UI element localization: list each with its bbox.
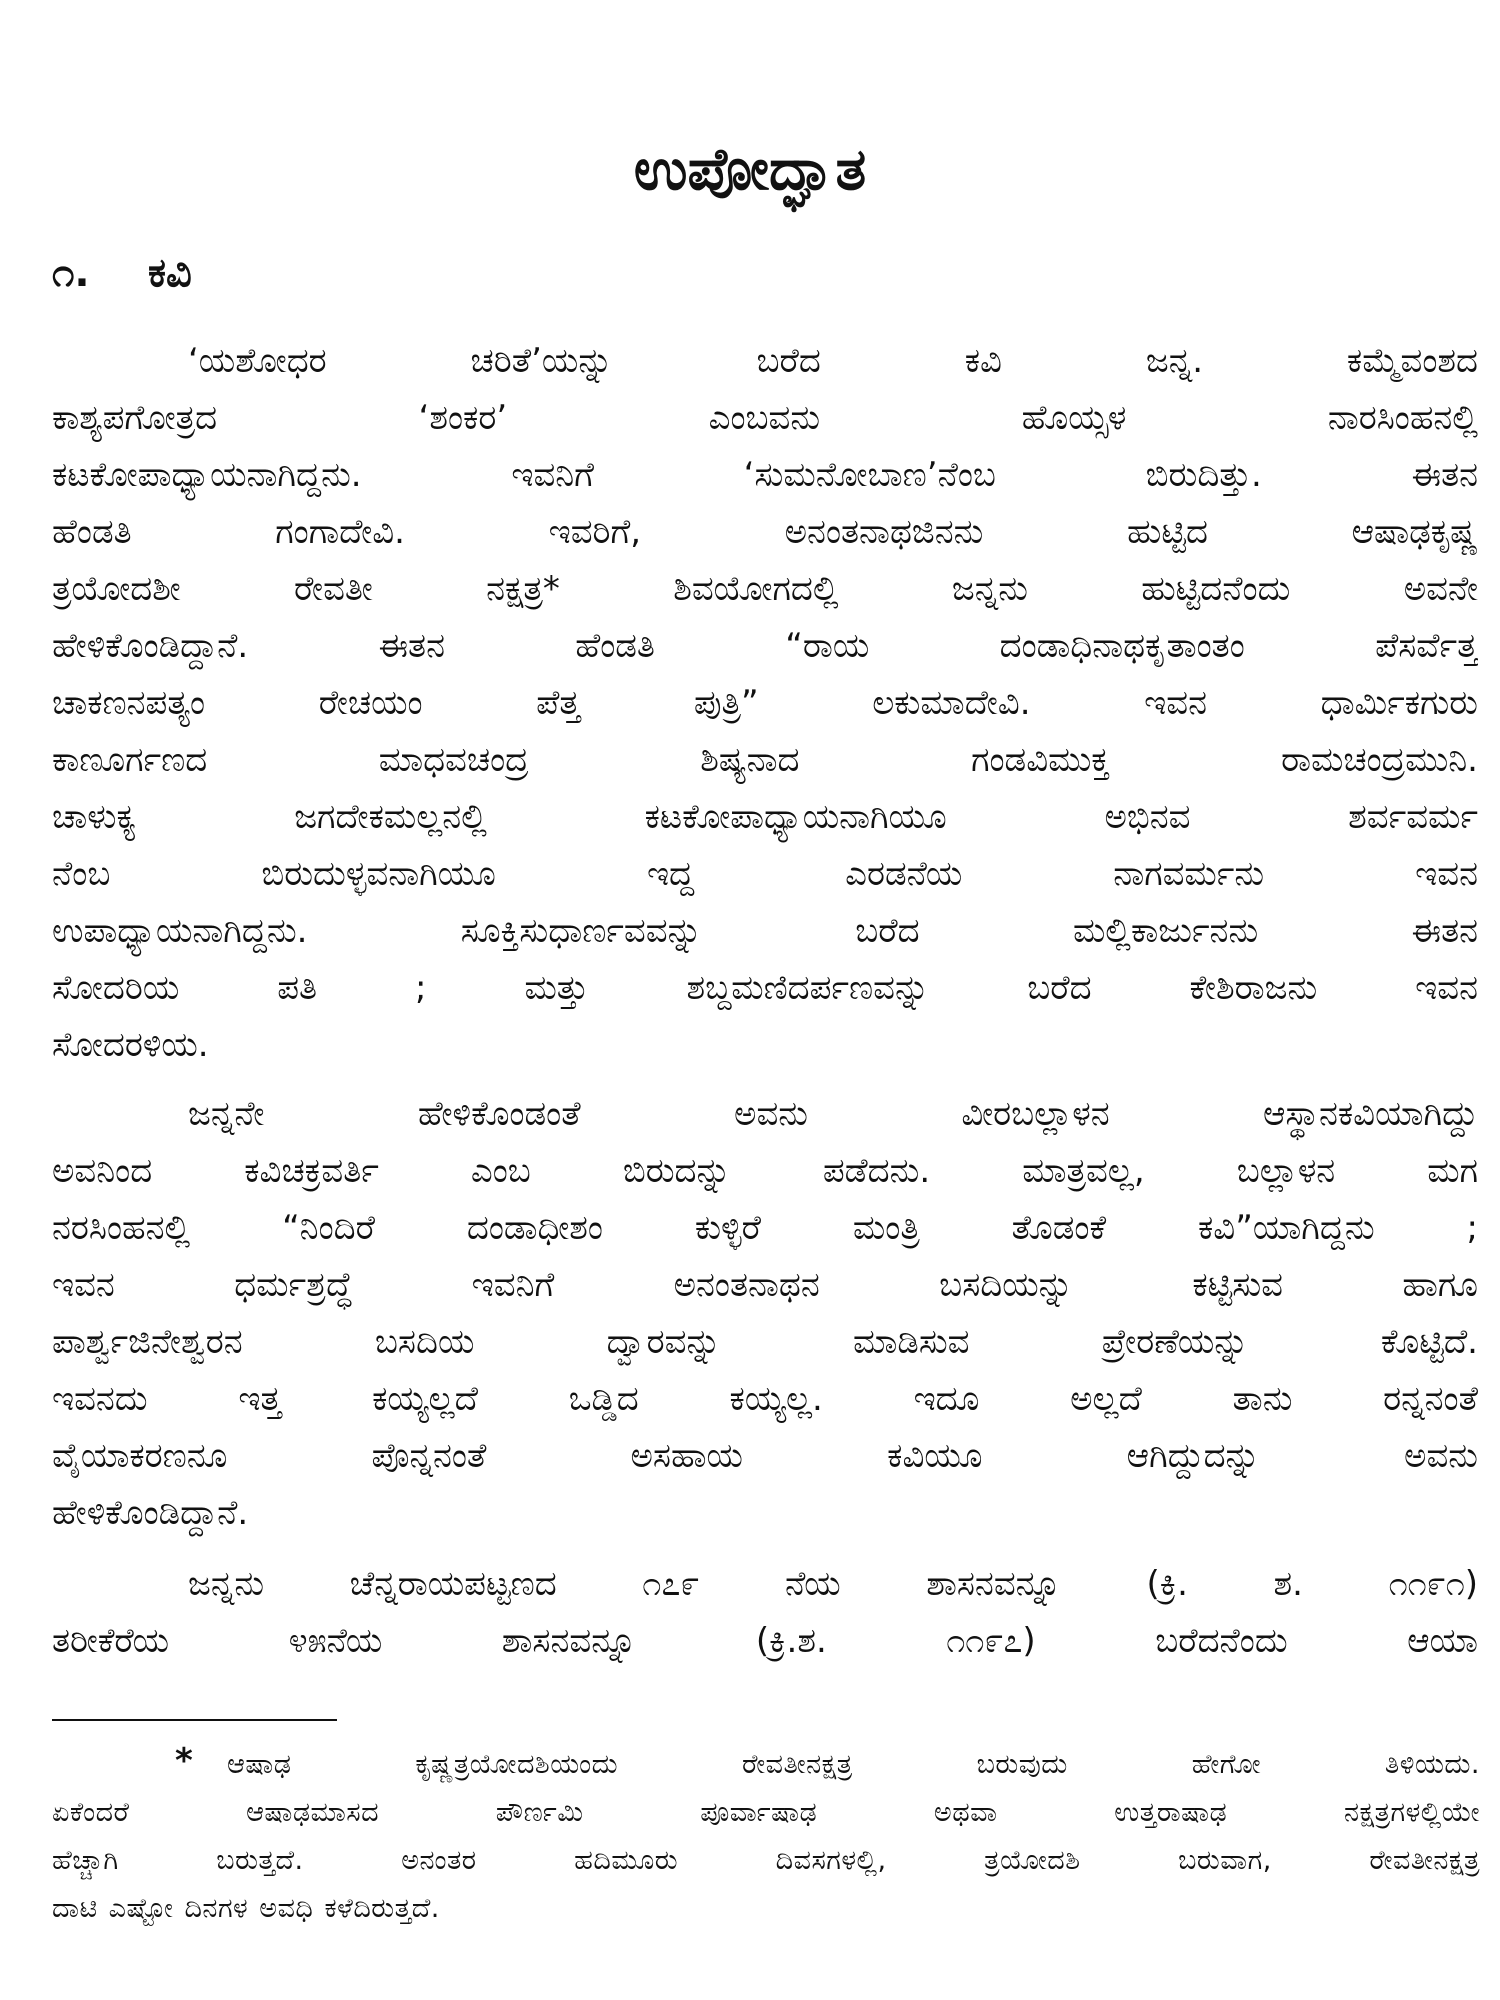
footnote-marker: *	[175, 1741, 194, 1781]
body-line: ಕಾಶ್ಯಪಗೋತ್ರದ ‘ಶಂಕರ’ ಎಂಬವನು ಹೊಯ್ಸಳ ನಾರಸಿಂಹನಲ್ಲಿ	[52, 398, 1478, 438]
footnote-line: ದಾಟಿ ಎಷ್ಟೋ ದಿನಗಳ ಅವಧಿ ಕಳೆದಿರುತ್ತದೆ.	[52, 1893, 440, 1924]
body-line: ತ್ರಯೋದಶೀ ರೇವತೀ ನಕ್ಷತ್ರ* ಶಿವಯೋಗದಲ್ಲಿ ಜನ್ನನು ಹುಟ್ಟಿದನೆಂದು ಅವನೇ	[52, 569, 1478, 609]
footnote-line: ಹೆಚ್ಚಾಗಿ ಬರುತ್ತದೆ. ಅನಂತರ ಹದಿಮೂರು ದಿವಸಗಳಲ್ಲಿ, ತ್ರಯೋದಶಿ ಬರುವಾಗ, ರೇವತೀನಕ್ಷತ್ರ	[52, 1845, 1480, 1876]
footnote-divider	[52, 1719, 337, 1721]
footnote-line	[52, 1741, 1480, 1789]
body-line: ನರಸಿಂಹನಲ್ಲಿ “ನಿಂದಿರೆ ದಂಡಾಧೀಶಂ ಕುಳ್ಳಿರೆ ಮಂತ್ರಿ ತೊಡಂಕೆ ಕವಿ”ಯಾಗಿದ್ದನು ;	[52, 1208, 1478, 1248]
body-line: ಹೆಂಡತಿ ಗಂಗಾದೇವಿ. ಇವರಿಗೆ, ಅನಂತನಾಥಜಿನನು ಹುಟ್ಟಿದ ಆಷಾಢಕೃಷ್ಣ	[52, 512, 1478, 552]
body-line: ಸೋದರಿಯ ಪತಿ ; ಮತ್ತು ಶಬ್ದಮಣಿದರ್ಪಣವನ್ನು ಬರೆದ ಕೇಶಿರಾಜನು ಇವನ	[52, 968, 1478, 1008]
body-line: ಹೇಳಿಕೊಂಡಿದ್ದಾನೆ.	[52, 1493, 249, 1533]
body-line: ಚಾಕಣನಪತ್ಯಂ ರೇಚಯಂ ಪೆತ್ತ ಪುತ್ರಿ” ಲಕುಮಾದೇವಿ. ಇವನ ಧಾರ್ಮಿಕಗುರು	[52, 683, 1478, 723]
body-line: ಪಾರ್ಶ್ವಜಿನೇಶ್ವರನ ಬಸದಿಯ ದ್ವಾರವನ್ನು ಮಾಡಿಸುವ ಪ್ರೇರಣೆಯನ್ನು ಕೊಟ್ಟಿದೆ.	[52, 1322, 1478, 1362]
page-title: ಉಪೋದ್ಘಾತ	[633, 135, 867, 203]
footnote-text: ಆಷಾಢ ಕೃಷ್ಣತ್ರಯೋದಶಿಯಂದು ರೇವತೀನಕ್ಷತ್ರ ಬರುವುದು ಹೇಗೋ ತಿಳಿಯದು.	[227, 1749, 1480, 1780]
body-line: ‘ಯಶೋಧರ ಚರಿತೆ’ಯನ್ನು ಬರೆದ ಕವಿ ಜನ್ನ. ಕಮ್ಮೆವಂಶದ	[188, 341, 1478, 381]
body-line: ಜನ್ನನೇ ಹೇಳಿಕೊಂಡಂತೆ ಅವನು ವೀರಬಲ್ಲಾಳನ ಆಸ್ಥಾನಕವಿಯಾಗಿದ್ದು	[188, 1094, 1478, 1134]
body-line: ಅವನಿಂದ ಕವಿಚಕ್ರವರ್ತಿ ಎಂಬ ಬಿರುದನ್ನು ಪಡೆದನು. ಮಾತ್ರವಲ್ಲ, ಬಲ್ಲಾಳನ ಮಗ	[52, 1151, 1478, 1191]
body-line: ಉಪಾಧ್ಯಾಯನಾಗಿದ್ದನು. ಸೂಕ್ತಿಸುಧಾರ್ಣವವನ್ನು ಬರೆದ ಮಲ್ಲಿಕಾರ್ಜುನನು ಈತನ	[52, 911, 1478, 951]
body-line: ಹೇಳಿಕೊಂಡಿದ್ದಾನೆ. ಈತನ ಹೆಂಡತಿ “ರಾಯ ದಂಡಾಧಿನಾಥಕೃತಾಂತಂ ಪೆಸರ್ವೆತ್ತ	[52, 626, 1478, 666]
body-line: ಇವನ ಧರ್ಮಶ್ರದ್ಧೆ ಇವನಿಗೆ ಅನಂತನಾಥನ ಬಸದಿಯನ್ನು ಕಟ್ಟಿಸುವ ಹಾಗೂ	[52, 1265, 1478, 1305]
body-line: ಕಟಕೋಪಾಧ್ಯಾಯನಾಗಿದ್ದನು. ಇವನಿಗೆ ‘ಸುಮನೋಬಾಣ’ನೆಂಬ ಬಿರುದಿತ್ತು. ಈತನ	[52, 455, 1478, 495]
body-line: ಸೋದರಳಿಯ.	[52, 1025, 209, 1065]
paragraph	[52, 333, 1478, 1074]
body-line: ಚಾಳುಕ್ಯ ಜಗದೇಕಮಲ್ಲನಲ್ಲಿ ಕಟಕೋಪಾಧ್ಯಾಯನಾಗಿಯೂ ಅಭಿನವ ಶರ್ವವರ್ಮ	[52, 797, 1478, 837]
section-number: ೧.	[52, 250, 90, 296]
section-heading	[52, 245, 192, 301]
paragraph	[52, 1556, 1478, 1670]
footnote	[52, 1741, 1480, 1933]
body-line: ನೆಂಬ ಬಿರುದುಳ್ಳವನಾಗಿಯೂ ಇದ್ದ ಎರಡನೆಯ ನಾಗವರ್ಮನು ಇವನ	[52, 854, 1478, 894]
body-line: ಇವನದು ಇತ್ತ ಕಯ್ಯಲ್ಲದೆ ಒಡ್ಡಿದ ಕಯ್ಯಲ್ಲ. ಇದೂ ಅಲ್ಲದೆ ತಾನು ರನ್ನನಂತೆ	[52, 1379, 1478, 1419]
body-line: ಜನ್ನನು ಚೆನ್ನರಾಯಪಟ್ಟಣದ ೧೭೯ ನೆಯ ಶಾಸನವನ್ನೂ (ಕ್ರಿ. ಶ. ೧೧೯೧)	[188, 1564, 1478, 1604]
body-line: ವೈಯಾಕರಣನೂ ಪೊನ್ನನಂತೆ ಅಸಹಾಯ ಕವಿಯೂ ಆಗಿದ್ದುದನ್ನು ಅವನು	[52, 1436, 1478, 1476]
body-line: ತರೀಕೆರೆಯ ೪೫ನೆಯ ಶಾಸನವನ್ನೂ (ಕ್ರಿ.ಶ. ೧೧೯೭) ಬರೆದನೆಂದು ಆಯಾ	[52, 1621, 1478, 1661]
paragraph	[52, 1086, 1478, 1542]
body-line: ಕಾಣೂರ್ಗಣದ ಮಾಧವಚಂದ್ರ ಶಿಷ್ಯನಾದ ಗಂಡವಿಮುಕ್ತ ರಾಮಚಂದ್ರಮುನಿ.	[52, 740, 1478, 780]
footnote-line: ಏಕೆಂದರೆ ಆಷಾಢಮಾಸದ ಪೌರ್ಣಮಿ ಪೂರ್ವಾಷಾಢ ಅಥವಾ ಉತ್ತರಾಷಾಢ ನಕ್ಷತ್ರಗಳಲ್ಲಿಯೇ	[52, 1797, 1480, 1828]
section-title: ಕವಿ	[148, 250, 192, 296]
